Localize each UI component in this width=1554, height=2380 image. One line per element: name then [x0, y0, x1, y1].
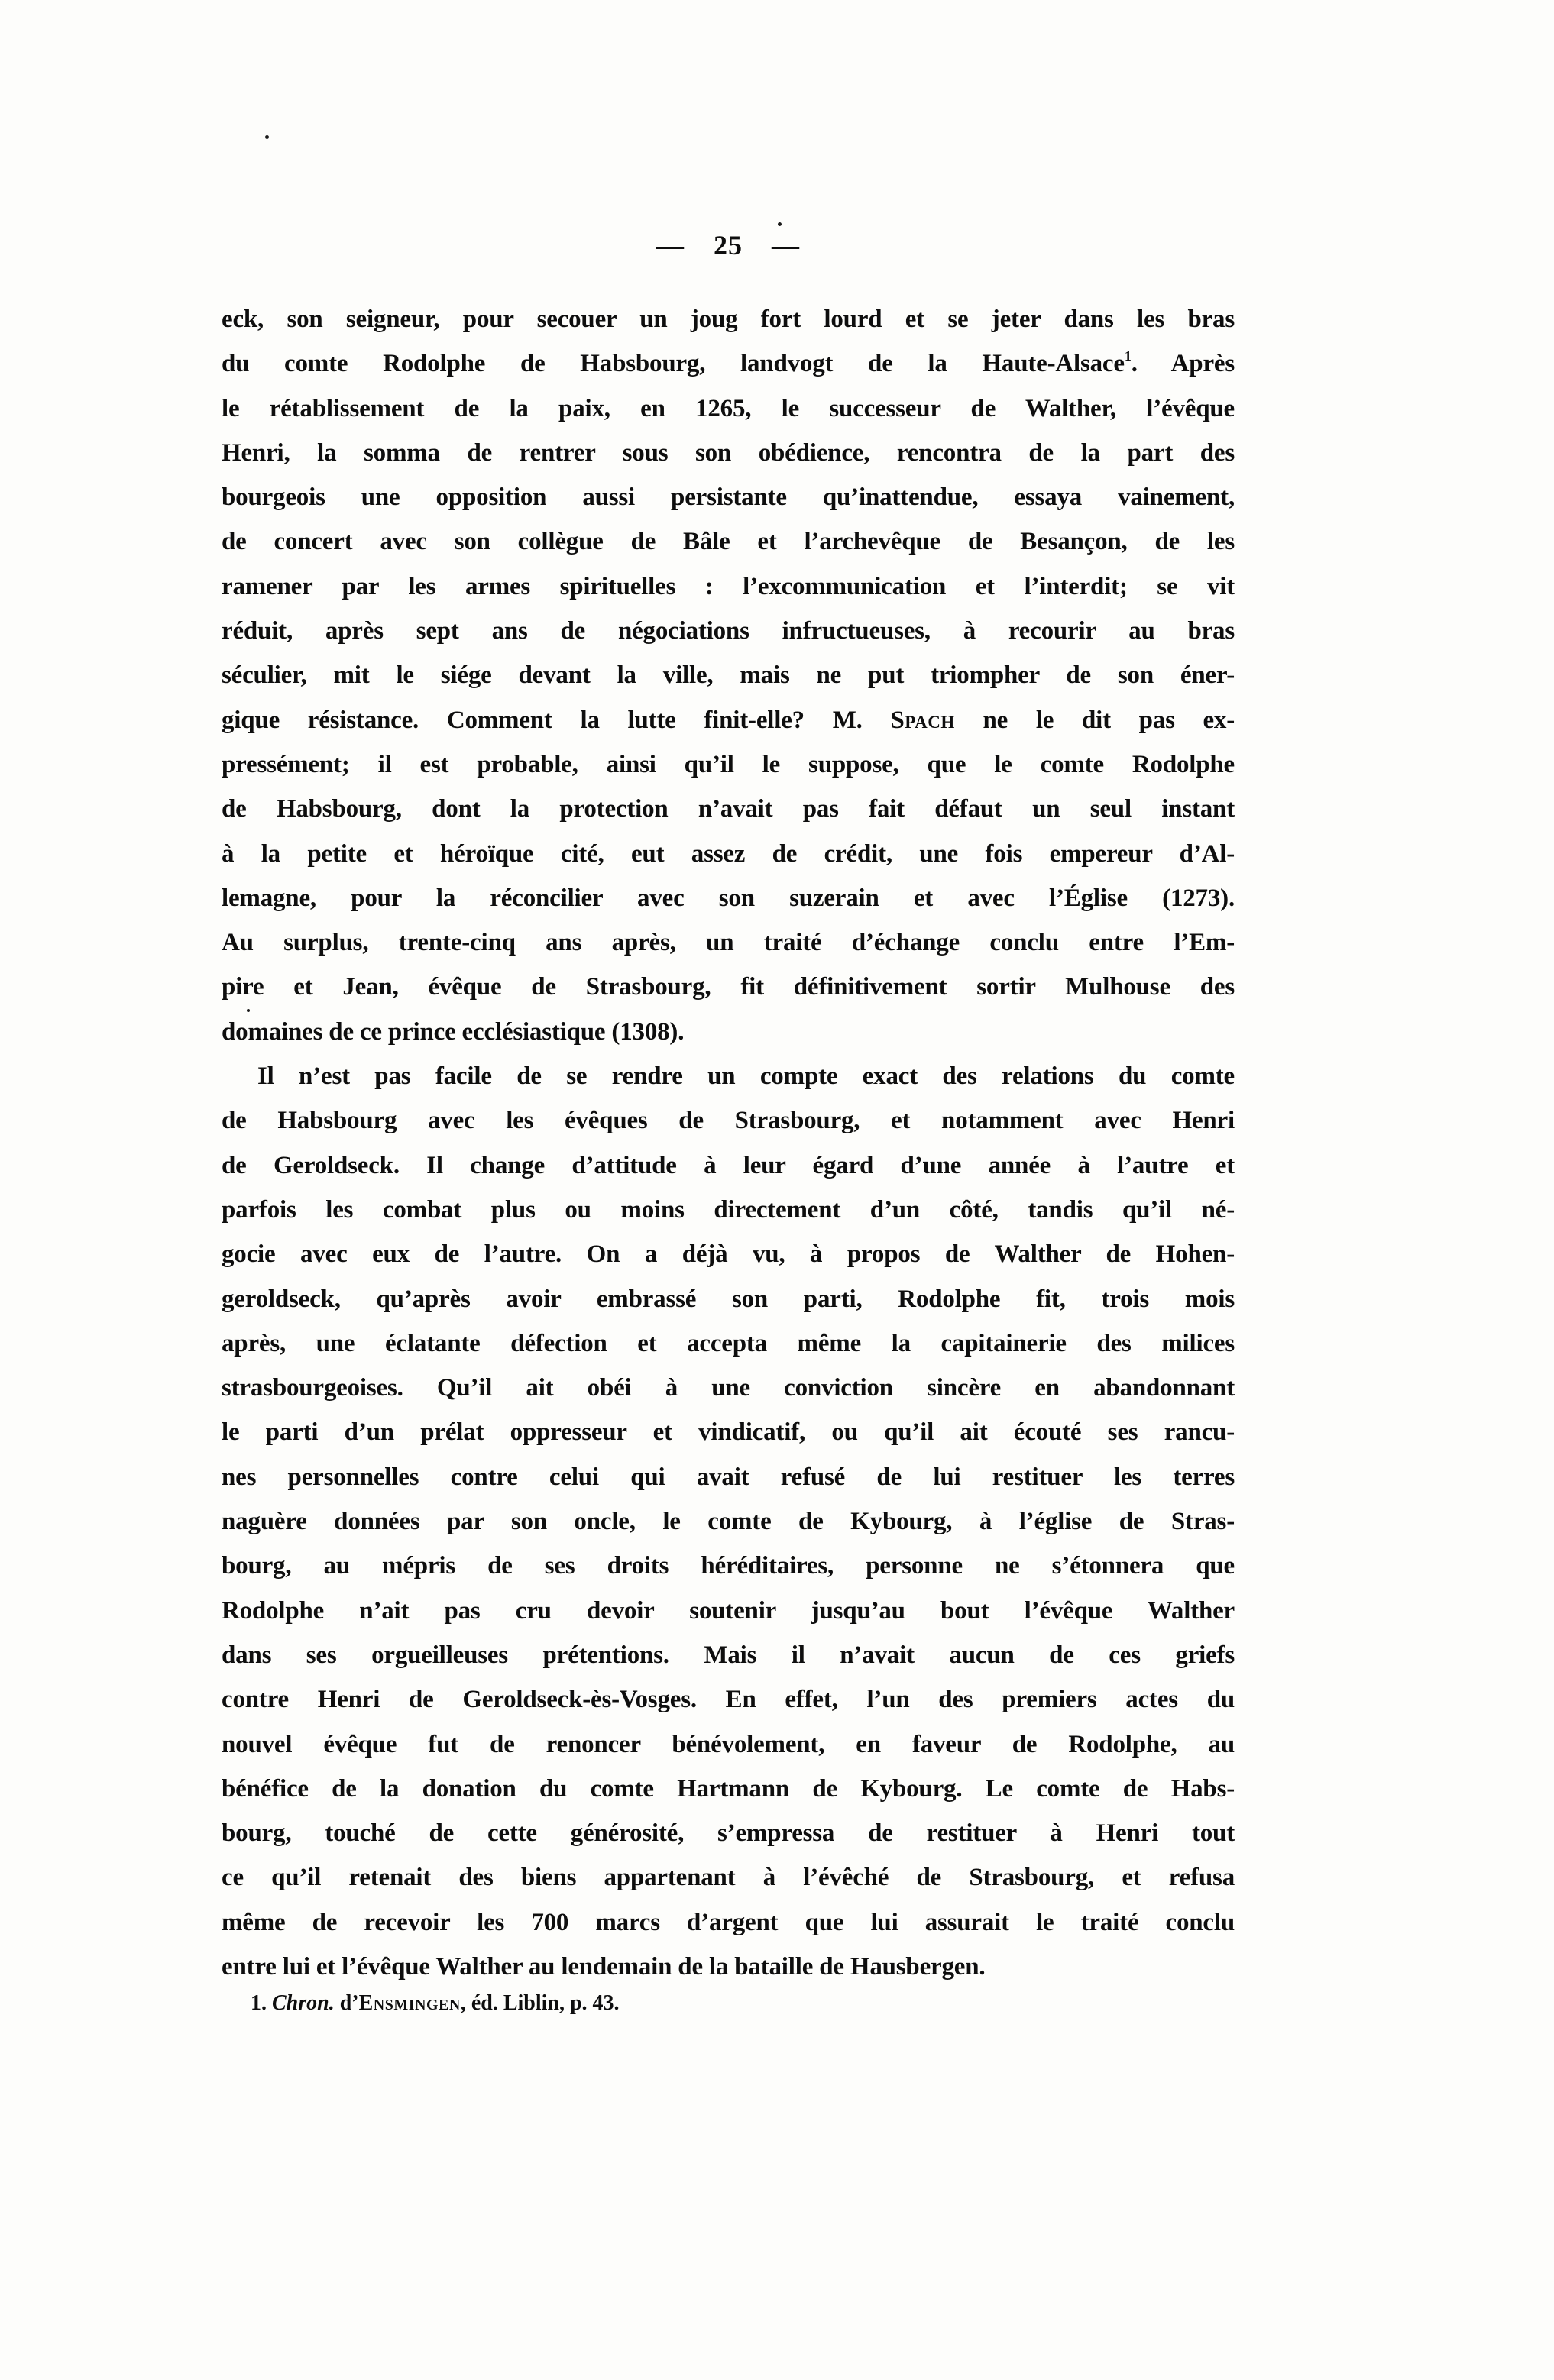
text-line: gocie avec eux de l’autre. On a déjà vu, à propos de Walther de Hohen-: [222, 1240, 1235, 1269]
text-line: [222, 341, 1235, 386]
text-line: après, une éclatante défection et accepta même la capitainerie des milices: [222, 1329, 1235, 1357]
text-line: séculier, mit le siége devant la ville, mais ne put triompher de son éner-: [222, 661, 1235, 690]
text-line: le parti d’un prélat oppresseur et vindicatif, ou qu’il ait écouté ses rancu-: [222, 1418, 1235, 1447]
text-line: de Geroldseck. Il change d’attitude à leur égard d’une année à l’autre et: [222, 1151, 1235, 1179]
text-line: dans ses orgueilleuses prétentions. Mais il n’avait aucun de ces griefs: [222, 1641, 1235, 1669]
text-line: Rodolphe n’ait pas cru devoir soutenir jusqu’au bout l’évêque Walther: [222, 1596, 1235, 1625]
text-line: nes personnelles contre celui qui avait refusé de lui restituer les terres: [222, 1463, 1235, 1491]
text-line: bourg, touché de cette générosité, s’empressa de restituer à Henri tout: [222, 1819, 1235, 1848]
footnote-segment: , éd. Liblin, p. 43.: [460, 1991, 620, 2015]
text-line: bourg, au mépris de ses droits héréditaires, personne ne s’étonnera que: [222, 1552, 1235, 1580]
footnote-reference: 1: [1124, 348, 1132, 364]
text-line: bourgeois une opposition aussi persistante qu’inattendue, essaya vainement,: [222, 483, 1235, 512]
text-line: strasbourgeoises. Qu’il ait obéi à une conviction sincère en abandonnant: [222, 1374, 1235, 1402]
scan-artifact-dot: [265, 135, 269, 139]
text-line: pressément; il est probable, ainsi qu’il le suppose, que le comte Rodolphe: [222, 750, 1235, 778]
text-line: de Habsbourg avec les évêques de Strasbourg, et notamment avec Henri: [222, 1107, 1235, 1135]
text-line: à la petite et héroïque cité, eut assez de crédit, une fois empereur d’Al-: [222, 839, 1235, 868]
text-line: de Habsbourg, dont la protection n’avait pas fait défaut un seul instant: [222, 795, 1235, 823]
author-name-smallcaps: Spach: [890, 706, 955, 734]
text-line: lemagne, pour la réconcilier avec son suzerain et avec l’Église (1273).: [222, 884, 1235, 912]
text-line: même de recevoir les 700 marcs d’argent que lui assurait le traité conclu: [222, 1908, 1235, 1936]
text-line: entre lui et l’évêque Walther au lendemain de la bataille de Hausbergen.: [222, 1952, 986, 1981]
footnote-work-title: Chron.: [272, 1991, 335, 2015]
text-line: ce qu’il retenait des biens appartenant à l’évêché de Strasbourg, et refusa: [222, 1864, 1235, 1892]
text-line: eck, son seigneur, pour secouer un joug fort lourd et se jeter dans les bras: [222, 306, 1235, 333]
text-line: réduit, après sept ans de négociations infructueuses, à recourir au bras: [222, 617, 1235, 645]
text-line: Il n’est pas facile de se rendre un compte exact des relations du comte: [257, 1062, 1235, 1091]
scan-artifact-dot: [778, 222, 782, 226]
footnote-author-smallcaps: Ensmingen: [358, 1991, 461, 2015]
page-number-header: — 25 —: [656, 230, 800, 260]
text-line-segment: gique résistance. Comment la lutte finit-elle? M.: [222, 706, 891, 734]
text-line-segment: ne le dit pas ex-: [954, 706, 1235, 734]
text-line: nouvel évêque fut de renoncer bénévolement, en faveur de Rodolphe, au: [222, 1730, 1235, 1758]
text-line: [222, 698, 1235, 742]
text-line: Henri, la somma de rentrer sous son obédience, rencontra de la part des: [222, 438, 1235, 467]
text-line: ramener par les armes spirituelles : l’excommunication et l’interdit; se vit: [222, 572, 1235, 600]
text-line: contre Henri de Geroldseck-ès-Vosges. En effet, l’un des premiers actes du: [222, 1686, 1235, 1714]
text-line: de concert avec son collègue de Bâle et l’archevêque de Besançon, de les: [222, 528, 1235, 556]
footnote-segment: d’: [334, 1991, 359, 2015]
footnote: [222, 1988, 1235, 2019]
paragraph-second: [222, 1054, 1235, 1989]
text-line: Au surplus, trente-cinq ans après, un traité d’échange conclu entre l’Em-: [222, 929, 1235, 957]
text-line-segment: . Après: [1131, 350, 1235, 378]
text-line: geroldseck, qu’après avoir embrassé son parti, Rodolphe fit, trois mois: [222, 1285, 1235, 1313]
text-line: bénéfice de la donation du comte Hartmann de Kybourg. Le comte de Habs-: [222, 1774, 1235, 1803]
paragraph-continuation: [222, 297, 1235, 1054]
text-line-segment: du comte Rodolphe de Habsbourg, landvogt de la Haute-Alsace: [222, 350, 1125, 378]
text-line: naguère données par son oncle, le comte de Kybourg, à l’église de Stras-: [222, 1508, 1235, 1536]
footnote-marker: 1.: [251, 1991, 272, 2015]
text-line: le rétablissement de la paix, en 1265, le successeur de Walther, l’évêque: [222, 394, 1235, 422]
text-line: domaines de ce prince ecclésiastique (1308).: [222, 1017, 685, 1046]
main-text-block: [222, 297, 1235, 1989]
text-line: parfois les combat plus ou moins directement d’un côté, tandis qu’il né-: [222, 1195, 1235, 1224]
text-line: pire et Jean, évêque de Strasbourg, fit définitivement sortir Mulhouse des: [222, 973, 1235, 1001]
